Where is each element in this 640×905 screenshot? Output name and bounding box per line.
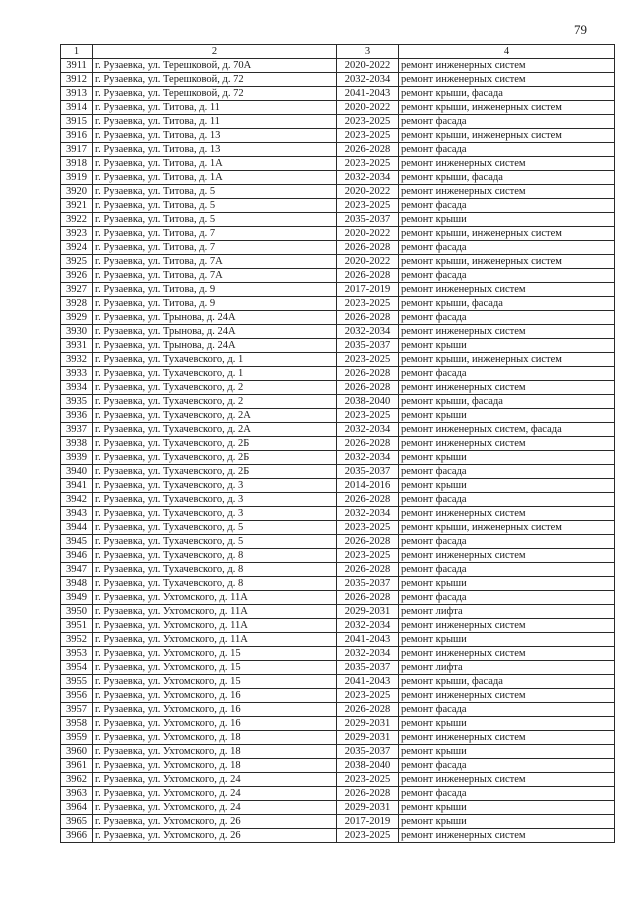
period-cell: 2035-2037 (337, 213, 399, 227)
table-row (61, 521, 615, 535)
works-cell: ремонт инженерных систем (399, 689, 615, 703)
works-cell: ремонт инженерных систем (399, 283, 615, 297)
address-cell: г. Рузаевка, ул. Ухтомского, д. 16 (93, 717, 337, 731)
table-row (61, 689, 615, 703)
table-row (61, 59, 615, 73)
address-cell: г. Рузаевка, ул. Тухачевского, д. 2Б (93, 451, 337, 465)
address-cell: г. Рузаевка, ул. Ухтомского, д. 24 (93, 773, 337, 787)
row-number: 3913 (61, 87, 93, 101)
works-cell: ремонт крыши, инженерных систем (399, 101, 615, 115)
row-number: 3948 (61, 577, 93, 591)
row-number: 3921 (61, 199, 93, 213)
row-number: 3947 (61, 563, 93, 577)
works-cell: ремонт инженерных систем (399, 647, 615, 661)
works-cell: ремонт инженерных систем (399, 73, 615, 87)
header-column-address: 2 (93, 45, 337, 59)
period-cell: 2026-2028 (337, 437, 399, 451)
period-cell: 2020-2022 (337, 101, 399, 115)
row-number: 3936 (61, 409, 93, 423)
row-number: 3958 (61, 717, 93, 731)
table-row (61, 493, 615, 507)
table-row (61, 353, 615, 367)
address-cell: г. Рузаевка, ул. Титова, д. 5 (93, 213, 337, 227)
row-number: 3911 (61, 59, 93, 73)
address-cell: г. Рузаевка, ул. Тухачевского, д. 2 (93, 381, 337, 395)
row-number: 3917 (61, 143, 93, 157)
address-cell: г. Рузаевка, ул. Тухачевского, д. 8 (93, 549, 337, 563)
works-cell: ремонт фасада (399, 465, 615, 479)
row-number: 3912 (61, 73, 93, 87)
period-cell: 2017-2019 (337, 815, 399, 829)
period-cell: 2032-2034 (337, 647, 399, 661)
period-cell: 2032-2034 (337, 325, 399, 339)
row-number: 3951 (61, 619, 93, 633)
row-number: 3920 (61, 185, 93, 199)
row-number: 3916 (61, 129, 93, 143)
row-number: 3928 (61, 297, 93, 311)
row-number: 3946 (61, 549, 93, 563)
period-cell: 2023-2025 (337, 829, 399, 843)
period-cell: 2020-2022 (337, 185, 399, 199)
period-cell: 2026-2028 (337, 143, 399, 157)
works-cell: ремонт крыши (399, 577, 615, 591)
period-cell: 2023-2025 (337, 773, 399, 787)
address-cell: г. Рузаевка, ул. Ухтомского, д. 11А (93, 633, 337, 647)
period-cell: 2023-2025 (337, 549, 399, 563)
address-cell: г. Рузаевка, ул. Тухачевского, д. 3 (93, 507, 337, 521)
period-cell: 2023-2025 (337, 521, 399, 535)
table-body (61, 59, 615, 843)
table-row (61, 325, 615, 339)
address-cell: г. Рузаевка, ул. Ухтомского, д. 24 (93, 787, 337, 801)
address-cell: г. Рузаевка, ул. Ухтомского, д. 15 (93, 647, 337, 661)
address-cell: г. Рузаевка, ул. Титова, д. 7 (93, 241, 337, 255)
works-cell: ремонт фасада (399, 703, 615, 717)
table-row (61, 661, 615, 675)
row-number: 3944 (61, 521, 93, 535)
table-row (61, 759, 615, 773)
works-cell: ремонт фасада (399, 787, 615, 801)
address-cell: г. Рузаевка, ул. Ухтомского, д. 16 (93, 689, 337, 703)
works-cell: ремонт фасада (399, 199, 615, 213)
row-number: 3960 (61, 745, 93, 759)
header-column-works: 4 (399, 45, 615, 59)
row-number: 3937 (61, 423, 93, 437)
address-cell: г. Рузаевка, ул. Ухтомского, д. 18 (93, 759, 337, 773)
address-cell: г. Рузаевка, ул. Титова, д. 9 (93, 283, 337, 297)
table-row (61, 241, 615, 255)
address-cell: г. Рузаевка, ул. Тухачевского, д. 8 (93, 563, 337, 577)
address-cell: г. Рузаевка, ул. Трынова, д. 24А (93, 339, 337, 353)
row-number: 3927 (61, 283, 93, 297)
row-number: 3962 (61, 773, 93, 787)
row-number: 3914 (61, 101, 93, 115)
works-cell: ремонт инженерных систем (399, 381, 615, 395)
table-header-row (61, 45, 615, 59)
address-cell: г. Рузаевка, ул. Тухачевского, д. 2Б (93, 465, 337, 479)
address-cell: г. Рузаевка, ул. Терешковой, д. 72 (93, 87, 337, 101)
address-cell: г. Рузаевка, ул. Трынова, д. 24А (93, 311, 337, 325)
period-cell: 2026-2028 (337, 703, 399, 717)
table-row (61, 409, 615, 423)
period-cell: 2026-2028 (337, 311, 399, 325)
works-cell: ремонт фасада (399, 241, 615, 255)
address-cell: г. Рузаевка, ул. Тухачевского, д. 5 (93, 521, 337, 535)
table-row (61, 367, 615, 381)
address-cell: г. Рузаевка, ул. Ухтомского, д. 26 (93, 815, 337, 829)
address-cell: г. Рузаевка, ул. Титова, д. 1А (93, 157, 337, 171)
works-cell: ремонт инженерных систем (399, 731, 615, 745)
row-number: 3930 (61, 325, 93, 339)
table-row (61, 507, 615, 521)
period-cell: 2032-2034 (337, 171, 399, 185)
period-cell: 2032-2034 (337, 619, 399, 633)
table-row (61, 87, 615, 101)
period-cell: 2032-2034 (337, 507, 399, 521)
table-row (61, 101, 615, 115)
period-cell: 2026-2028 (337, 787, 399, 801)
table-row (61, 311, 615, 325)
address-cell: г. Рузаевка, ул. Тухачевского, д. 2Б (93, 437, 337, 451)
works-cell: ремонт инженерных систем (399, 773, 615, 787)
period-cell: 2032-2034 (337, 451, 399, 465)
period-cell: 2023-2025 (337, 199, 399, 213)
address-cell: г. Рузаевка, ул. Терешковой, д. 70А (93, 59, 337, 73)
row-number: 3959 (61, 731, 93, 745)
table-row (61, 745, 615, 759)
works-cell: ремонт крыши (399, 339, 615, 353)
works-cell: ремонт крыши (399, 409, 615, 423)
row-number: 3933 (61, 367, 93, 381)
table-row (61, 269, 615, 283)
table-row (61, 549, 615, 563)
works-cell: ремонт инженерных систем (399, 437, 615, 451)
works-cell: ремонт крыши, фасада (399, 675, 615, 689)
address-cell: г. Рузаевка, ул. Титова, д. 5 (93, 185, 337, 199)
table-row (61, 115, 615, 129)
table-row (61, 675, 615, 689)
works-cell: ремонт фасада (399, 269, 615, 283)
period-cell: 2023-2025 (337, 129, 399, 143)
table-row (61, 563, 615, 577)
period-cell: 2026-2028 (337, 493, 399, 507)
address-cell: г. Рузаевка, ул. Титова, д. 7А (93, 255, 337, 269)
works-cell: ремонт фасада (399, 493, 615, 507)
row-number: 3952 (61, 633, 93, 647)
table-row (61, 801, 615, 815)
address-cell: г. Рузаевка, ул. Ухтомского, д. 16 (93, 703, 337, 717)
table-row (61, 535, 615, 549)
table-row (61, 773, 615, 787)
row-number: 3926 (61, 269, 93, 283)
address-cell: г. Рузаевка, ул. Титова, д. 1А (93, 171, 337, 185)
table-row (61, 339, 615, 353)
works-cell: ремонт инженерных систем (399, 549, 615, 563)
period-cell: 2038-2040 (337, 395, 399, 409)
works-cell: ремонт крыши (399, 451, 615, 465)
address-cell: г. Рузаевка, ул. Титова, д. 5 (93, 199, 337, 213)
works-cell: ремонт фасада (399, 591, 615, 605)
period-cell: 2014-2016 (337, 479, 399, 493)
address-cell: г. Рузаевка, ул. Тухачевского, д. 3 (93, 493, 337, 507)
address-cell: г. Рузаевка, ул. Титова, д. 7 (93, 227, 337, 241)
period-cell: 2029-2031 (337, 717, 399, 731)
address-cell: г. Рузаевка, ул. Ухтомского, д. 11А (93, 619, 337, 633)
period-cell: 2023-2025 (337, 409, 399, 423)
row-number: 3924 (61, 241, 93, 255)
address-cell: г. Рузаевка, ул. Тухачевского, д. 5 (93, 535, 337, 549)
works-cell: ремонт крыши, инженерных систем (399, 255, 615, 269)
period-cell: 2020-2022 (337, 255, 399, 269)
works-cell: ремонт крыши, фасада (399, 87, 615, 101)
table-row (61, 171, 615, 185)
row-number: 3922 (61, 213, 93, 227)
table-row (61, 423, 615, 437)
row-number: 3954 (61, 661, 93, 675)
period-cell: 2023-2025 (337, 115, 399, 129)
period-cell: 2032-2034 (337, 423, 399, 437)
address-cell: г. Рузаевка, ул. Ухтомского, д. 24 (93, 801, 337, 815)
period-cell: 2026-2028 (337, 381, 399, 395)
address-cell: г. Рузаевка, ул. Ухтомского, д. 15 (93, 661, 337, 675)
works-cell: ремонт инженерных систем (399, 507, 615, 521)
table-row (61, 829, 615, 843)
period-cell: 2023-2025 (337, 297, 399, 311)
works-cell: ремонт крыши, фасада (399, 395, 615, 409)
table-row (61, 199, 615, 213)
period-cell: 2026-2028 (337, 269, 399, 283)
table-row (61, 451, 615, 465)
table-row (61, 255, 615, 269)
works-cell: ремонт инженерных систем, фасада (399, 423, 615, 437)
address-cell: г. Рузаевка, ул. Тухачевского, д. 1 (93, 367, 337, 381)
period-cell: 2029-2031 (337, 605, 399, 619)
period-cell: 2038-2040 (337, 759, 399, 773)
row-number: 3934 (61, 381, 93, 395)
table-row (61, 619, 615, 633)
works-cell: ремонт крыши (399, 745, 615, 759)
table-row (61, 157, 615, 171)
period-cell: 2032-2034 (337, 73, 399, 87)
period-cell: 2026-2028 (337, 535, 399, 549)
works-cell: ремонт крыши, инженерных систем (399, 129, 615, 143)
period-cell: 2029-2031 (337, 731, 399, 745)
row-number: 3940 (61, 465, 93, 479)
table-row (61, 283, 615, 297)
period-cell: 2026-2028 (337, 563, 399, 577)
table-row (61, 143, 615, 157)
works-cell: ремонт крыши (399, 717, 615, 731)
row-number: 3939 (61, 451, 93, 465)
address-cell: г. Рузаевка, ул. Ухтомского, д. 18 (93, 745, 337, 759)
table-row (61, 395, 615, 409)
period-cell: 2035-2037 (337, 339, 399, 353)
table-row (61, 633, 615, 647)
address-cell: г. Рузаевка, ул. Ухтомского, д. 18 (93, 731, 337, 745)
row-number: 3964 (61, 801, 93, 815)
address-cell: г. Рузаевка, ул. Ухтомского, д. 15 (93, 675, 337, 689)
row-number: 3935 (61, 395, 93, 409)
period-cell: 2023-2025 (337, 689, 399, 703)
row-number: 3931 (61, 339, 93, 353)
table-row (61, 381, 615, 395)
address-cell: г. Рузаевка, ул. Терешковой, д. 72 (93, 73, 337, 87)
address-cell: г. Рузаевка, ул. Трынова, д. 24А (93, 325, 337, 339)
works-cell: ремонт инженерных систем (399, 185, 615, 199)
address-cell: г. Рузаевка, ул. Ухтомского, д. 11А (93, 605, 337, 619)
period-cell: 2017-2019 (337, 283, 399, 297)
row-number: 3963 (61, 787, 93, 801)
period-cell: 2023-2025 (337, 157, 399, 171)
row-number: 3919 (61, 171, 93, 185)
period-cell: 2035-2037 (337, 577, 399, 591)
table-row (61, 479, 615, 493)
row-number: 3925 (61, 255, 93, 269)
works-cell: ремонт инженерных систем (399, 325, 615, 339)
works-cell: ремонт фасада (399, 311, 615, 325)
table-row (61, 731, 615, 745)
period-cell: 2020-2022 (337, 227, 399, 241)
table-row (61, 437, 615, 451)
table-row (61, 213, 615, 227)
works-cell: ремонт фасада (399, 563, 615, 577)
row-number: 3915 (61, 115, 93, 129)
table-row (61, 717, 615, 731)
table-row (61, 297, 615, 311)
table-row (61, 787, 615, 801)
table-row (61, 73, 615, 87)
address-cell: г. Рузаевка, ул. Ухтомского, д. 11А (93, 591, 337, 605)
period-cell: 2035-2037 (337, 465, 399, 479)
row-number: 3942 (61, 493, 93, 507)
row-number: 3966 (61, 829, 93, 843)
works-cell: ремонт инженерных систем (399, 829, 615, 843)
period-cell: 2035-2037 (337, 745, 399, 759)
row-number: 3961 (61, 759, 93, 773)
table-row (61, 647, 615, 661)
address-cell: г. Рузаевка, ул. Тухачевского, д. 3 (93, 479, 337, 493)
works-cell: ремонт фасада (399, 535, 615, 549)
works-cell: ремонт фасада (399, 115, 615, 129)
row-number: 3918 (61, 157, 93, 171)
header-column-period: 3 (337, 45, 399, 59)
row-number: 3941 (61, 479, 93, 493)
row-number: 3938 (61, 437, 93, 451)
works-cell: ремонт крыши, инженерных систем (399, 521, 615, 535)
table-row (61, 605, 615, 619)
works-cell: ремонт крыши, инженерных систем (399, 353, 615, 367)
row-number: 3929 (61, 311, 93, 325)
table-row (61, 577, 615, 591)
repair-schedule-table (60, 44, 615, 843)
address-cell: г. Рузаевка, ул. Титова, д. 13 (93, 129, 337, 143)
works-cell: ремонт инженерных систем (399, 59, 615, 73)
address-cell: г. Рузаевка, ул. Титова, д. 9 (93, 297, 337, 311)
period-cell: 2026-2028 (337, 241, 399, 255)
row-number: 3950 (61, 605, 93, 619)
table-row (61, 227, 615, 241)
address-cell: г. Рузаевка, ул. Титова, д. 7А (93, 269, 337, 283)
works-cell: ремонт крыши (399, 213, 615, 227)
address-cell: г. Рузаевка, ул. Ухтомского, д. 26 (93, 829, 337, 843)
works-cell: ремонт фасада (399, 367, 615, 381)
header-column-number: 1 (61, 45, 93, 59)
row-number: 3945 (61, 535, 93, 549)
address-cell: г. Рузаевка, ул. Тухачевского, д. 1 (93, 353, 337, 367)
address-cell: г. Рузаевка, ул. Тухачевского, д. 8 (93, 577, 337, 591)
address-cell: г. Рузаевка, ул. Титова, д. 11 (93, 115, 337, 129)
table-row (61, 185, 615, 199)
table-row (61, 465, 615, 479)
period-cell: 2020-2022 (337, 59, 399, 73)
works-cell: ремонт лифта (399, 661, 615, 675)
works-cell: ремонт инженерных систем (399, 619, 615, 633)
works-cell: ремонт крыши (399, 479, 615, 493)
table-row (61, 703, 615, 717)
works-cell: ремонт крыши, инженерных систем (399, 227, 615, 241)
works-cell: ремонт крыши (399, 815, 615, 829)
table-row (61, 815, 615, 829)
address-cell: г. Рузаевка, ул. Тухачевского, д. 2А (93, 409, 337, 423)
period-cell: 2029-2031 (337, 801, 399, 815)
page-number: 79 (574, 22, 587, 37)
row-number: 3943 (61, 507, 93, 521)
table-row (61, 129, 615, 143)
period-cell: 2026-2028 (337, 367, 399, 381)
address-cell: г. Рузаевка, ул. Тухачевского, д. 2 (93, 395, 337, 409)
table-row (61, 591, 615, 605)
row-number: 3955 (61, 675, 93, 689)
row-number: 3953 (61, 647, 93, 661)
works-cell: ремонт крыши, фасада (399, 297, 615, 311)
period-cell: 2023-2025 (337, 353, 399, 367)
period-cell: 2026-2028 (337, 591, 399, 605)
row-number: 3956 (61, 689, 93, 703)
works-cell: ремонт инженерных систем (399, 157, 615, 171)
address-cell: г. Рузаевка, ул. Тухачевского, д. 2А (93, 423, 337, 437)
address-cell: г. Рузаевка, ул. Титова, д. 13 (93, 143, 337, 157)
works-cell: ремонт лифта (399, 605, 615, 619)
period-cell: 2035-2037 (337, 661, 399, 675)
works-cell: ремонт крыши (399, 633, 615, 647)
works-cell: ремонт фасада (399, 143, 615, 157)
row-number: 3923 (61, 227, 93, 241)
period-cell: 2041-2043 (337, 87, 399, 101)
works-cell: ремонт крыши (399, 801, 615, 815)
row-number: 3957 (61, 703, 93, 717)
address-cell: г. Рузаевка, ул. Титова, д. 11 (93, 101, 337, 115)
row-number: 3932 (61, 353, 93, 367)
works-cell: ремонт крыши, фасада (399, 171, 615, 185)
period-cell: 2041-2043 (337, 675, 399, 689)
works-cell: ремонт фасада (399, 759, 615, 773)
period-cell: 2041-2043 (337, 633, 399, 647)
row-number: 3965 (61, 815, 93, 829)
row-number: 3949 (61, 591, 93, 605)
